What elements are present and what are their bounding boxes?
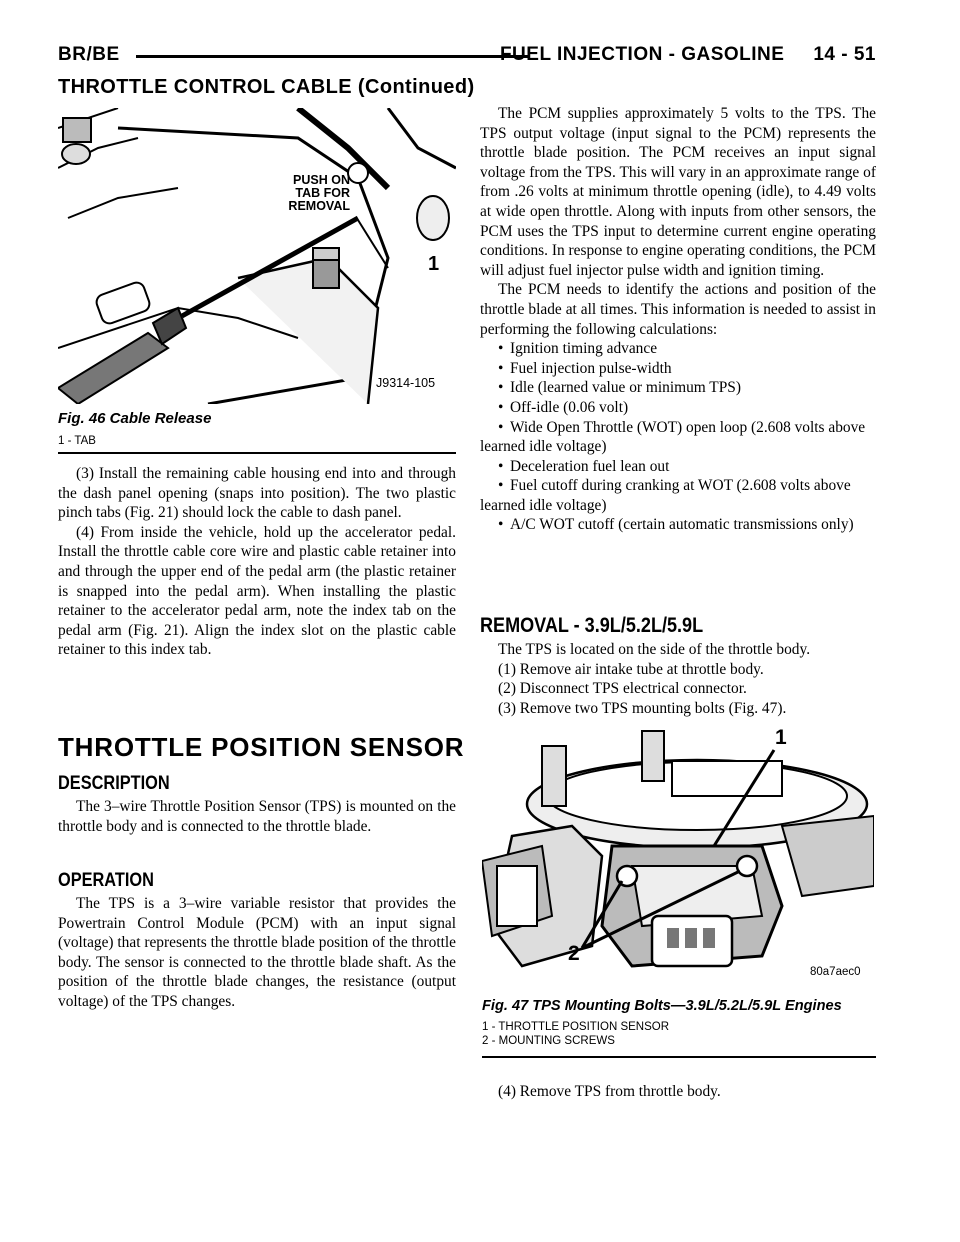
fig46-caption: Fig. 46 Cable Release [58, 410, 212, 427]
fig47-legend-item: 2 - MOUNTING SCREWS [482, 1035, 615, 1047]
operation-block [58, 894, 456, 1012]
fig46-illustration [58, 108, 456, 404]
operation-text: The TPS is a 3–wire variable resistor that provides the Powertrain Control Module (PCM) with an input signal (voltage) that represents the throttle blade position of the throttle body. The sensor is connected to the throttle blade shaft. As the position of the throttle blade changes, the resistance (output voltage) of the TPS changes. [58, 895, 456, 1010]
header-rule [136, 55, 530, 58]
section-title-tps: THROTTLE POSITION SENSOR [58, 732, 465, 762]
cable-release-drawing [58, 108, 456, 404]
fig46-legend-item: 1 - TAB [58, 435, 96, 447]
fig47-caption: Fig. 47 TPS Mounting Bolts—3.9L/5.2L/5.9L Engines [482, 998, 842, 1014]
continued-title: THROTTLE CONTROL CABLE (Continued) [58, 76, 475, 98]
header-section-page: FUEL INJECTION - GASOLINE 14 - 51 [499, 44, 876, 65]
description-heading: DESCRIPTION [58, 773, 170, 794]
removal-step: (2) Disconnect TPS electrical connector. [498, 680, 747, 698]
paragraph: (4) From inside the vehicle, hold up the accelerator pedal. Install the throttle cable core wire and plastic cable retainer into and through the upper end of the pedal arm (the plastic retainer is snapped into the pedal arm). When installing the plastic retainer to the accelerator pedal arm, note the index tab on the pedal arm (Fig. 21). Align the index slot on the plastic cable retainer to this index tab. [58, 523, 456, 659]
left-body-text [58, 464, 456, 660]
fig47-code: 80a7aec0 [810, 966, 861, 978]
calculation-list [480, 339, 876, 535]
removal-heading: REMOVAL - 3.9L/5.2L/5.9L [480, 614, 704, 637]
fig46-rule [58, 452, 456, 454]
page-header [58, 42, 876, 72]
removal-step: The TPS is located on the side of the throttle body. [498, 641, 811, 658]
removal-step: (3) Remove two TPS mounting bolts (Fig. 47). [498, 699, 787, 717]
list-item: • Idle (learned value or minimum TPS) [498, 379, 741, 397]
description-block [58, 797, 456, 836]
header-manual-code: BR/BE [58, 44, 120, 65]
fig46-legend [58, 434, 96, 448]
fig46-callout-text: PUSH ON TAB FOR REMOVAL [288, 173, 350, 213]
list-item: • Off-idle (0.06 volt) [498, 398, 629, 416]
fig47-rule [482, 1056, 876, 1058]
paragraph: The PCM needs to identify the actions and position of the throttle blade at all times. This information is needed to assist in performing the following calculations: [480, 281, 876, 338]
fig47-marker-2: 2 [568, 942, 580, 965]
fig47-legend-item: 1 - THROTTLE POSITION SENSOR [482, 1021, 670, 1033]
list-item: • Ignition timing advance [498, 340, 658, 358]
operation-heading: OPERATION [58, 870, 154, 891]
removal-step: (4) Remove TPS from throttle body. [498, 1083, 721, 1100]
list-item: • Deceleration fuel lean out [498, 457, 670, 475]
tps-mounting-drawing [482, 726, 874, 990]
right-body-text [480, 104, 876, 535]
list-item: • Fuel cutoff during cranking at WOT (2.608 volts above learned idle voltage) [480, 477, 851, 514]
fig46-code: J9314-105 [376, 376, 436, 390]
fig46-marker-1: 1 [428, 253, 440, 275]
fig47-illustration [482, 726, 874, 990]
fig47-legend [482, 1020, 669, 1048]
list-item: • A/C WOT cutoff (certain automatic transmissions only) [498, 516, 854, 534]
removal-steps [480, 640, 876, 718]
removal-step: (1) Remove air intake tube at throttle body. [498, 660, 764, 678]
list-item: • Wide Open Throttle (WOT) open loop (2.608 volts above learned idle voltage) [480, 418, 866, 456]
paragraph: (3) Install the remaining cable housing end into and through the dash panel opening (snaps into position). The two plastic pinch tabs (Fig. 21) should lock the cable to dash panel. [58, 465, 456, 522]
fig47-marker-1: 1 [775, 726, 787, 749]
paragraph: The PCM supplies approximately 5 volts to the TPS. The TPS output voltage (input signal to the PCM) represents the throttle blade position. The PCM receives an input signal voltage from the TPS. This will vary in an approximate range of from .26 volts at minimum throttle opening (idle), to 4.49 volts at wide open throttle. Along with inputs from other sensors, the PCM uses the TPS input to determine current engine operating conditions. In response to engine operating conditions, the PCM will adjust fuel injector pulse width and ignition timing. [480, 105, 876, 279]
final-step-block [480, 1082, 876, 1102]
description-text: The 3–wire Throttle Position Sensor (TPS) is mounted on the throttle body and is connected to the throttle blade. [58, 798, 456, 835]
list-item: • Fuel injection pulse-width [498, 359, 672, 377]
